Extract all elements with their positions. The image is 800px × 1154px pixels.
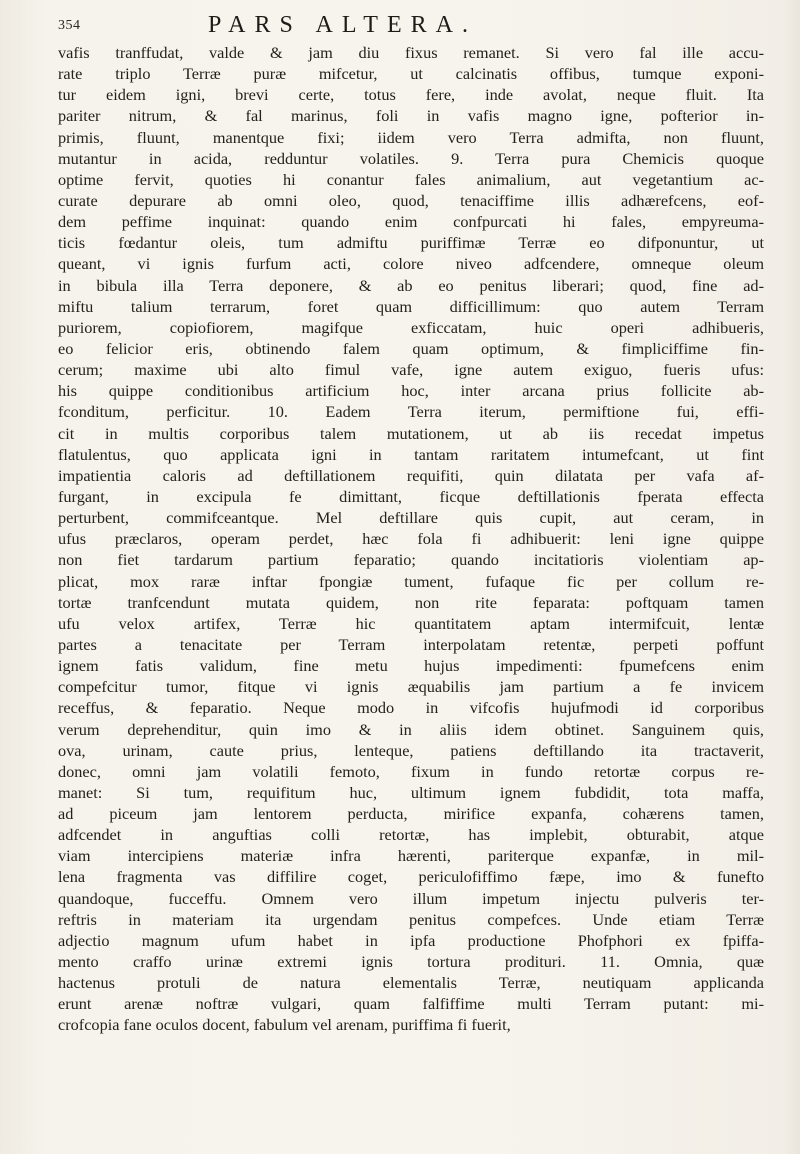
text-line: curate depurare ab omni oleo, quod, tenaciffime illis adhærefcens, eof- (58, 190, 764, 210)
text-line: mento craffo urinæ extremi ignis tortura proditurі. 11. Omnia, quæ (58, 952, 764, 972)
text-line: quandoque, fucceffu. Omnem vero illum impetum injectu pulveris ter- (58, 888, 764, 908)
text-line: tortæ tranfcendunt mutata quidem, non rite feparata: poftquam tamen (58, 592, 764, 612)
page-edge-shadow (782, 0, 800, 1154)
text-line: viam intercipiens materiæ infra hærenti, pariterque expanfæ, in mil- (58, 846, 764, 866)
text-line: puriorem, copiofiorem, magifque exficcatam, huic operi adhibueris, (58, 317, 764, 337)
text-line: miftu talium terrarum, foret quam difficillimum: quo autem Terram (58, 296, 764, 316)
page-number: 354 (58, 18, 81, 33)
text-line: ufu velox artifex, Terræ hic quantitatem aptam intermifcuit, lentæ (58, 613, 764, 633)
text-line: manet: Si tum, requifitum huc, ultimum ignem fubdidit, tota maffa, (58, 782, 764, 802)
text-line: mutantur in acida, redduntur volatiles. 9. Terra pura Chemicis quoque (58, 148, 764, 168)
text-line: queant, vi ignis furfum acti, colore niveo adfcendere, omneque oleum (58, 254, 764, 274)
text-line: hactenus protuli de natura elementalis Terræ, neutiquam applicanda (58, 973, 764, 993)
text-line: cit in multis corporibus talem mutationem, ut ab iis recedat impetus (58, 423, 764, 443)
text-line: reftris in materiam ita urgendam penitus compefces. Unde etiam Terræ (58, 909, 764, 929)
text-line: lena fragmenta vas diffilire coget, periculofiffimo fæpe, imo & funefto (58, 867, 764, 887)
text-line: compefcitur tumor, fitque vi ignis æquabilis jam partium a fe invicem (58, 677, 764, 697)
text-line: impatientia caloris ad deftillationem requifiti, quin dilatata per vafa af- (58, 465, 764, 485)
text-line: plicat, mox raræ inftar fpongiæ tument, fufaque fic per collum re- (58, 571, 764, 591)
page-header (58, 12, 758, 42)
text-line: ad piceum jam lentorem perducta, mirifice expanfa, cohærens tamen, (58, 804, 764, 824)
text-line: pariter nitrum, & fal marinus, foli in vafis magno igne, pofterior in- (58, 106, 764, 126)
text-line: perturbent, commifceantque. Mel deftillare quis cupit, aut ceram, in (58, 508, 764, 528)
text-line: partes a tenacitate per Terram interpolatam retentæ, perpeti poffunt (58, 634, 764, 654)
text-line: in bibula illa Terra deponere, & ab eo penitus liberari; quod, fine ad- (58, 275, 764, 295)
text-line: crofcopia fane oculos docent, fabulum vel arenam, puriffima fi fuerit, (58, 1015, 511, 1035)
text-line: vafis tranffudat, valde & jam diu fixus remanet. Si vero fal ille accu- (58, 43, 764, 62)
text-line: receffus, & feparatio. Neque modo in vifcofis hujufmodi id corporibus (58, 698, 764, 718)
text-line: rate triplo Terræ puræ mifcetur, ut calcinatis offibus, tumque exponi- (58, 64, 764, 84)
text-line: verum deprehenditur, quin imo & in aliis idem obtinet. Sanguinem quis, (58, 719, 764, 739)
body-text (58, 42, 764, 1036)
text-line: primis, fluunt, manentque fixi; iidem vero Terra admifta, non fluunt, (58, 127, 764, 147)
text-line: eo felicior eris, obtinendo falem quam optimum, & fimpliciffime fin- (58, 338, 764, 358)
text-line: cerum; maxime ubi alto fimul vafe, igne autem exiguo, fueris ufus: (58, 360, 764, 380)
text-line: ignem fatis validum, fine metu hujus impedimenti: fpumefcens enim (58, 656, 764, 676)
text-line: fconditum, perficitur. 10. Eadem Terra iterum, permiftione fui, effi- (58, 402, 764, 422)
text-line: non fiet tardarum partium feparatio; quando incitatioris violentiam ap- (58, 550, 764, 570)
text-line: ticis fœdantur oleis, tum admiftu puriffimæ Terræ eo difponuntur, ut (58, 233, 764, 253)
text-line: ufus præclaros, operam perdet, hæc fola fi adhibuerit: leni igne quippe (58, 529, 764, 549)
text-line: ova, urinam, caute prius, lenteque, patiens deftillando ita tractaverit, (58, 740, 764, 760)
text-line: tur eidem igni, brevi certe, totus fere, inde avolat, neque fluit. Ita (58, 85, 764, 105)
text-line: his quippe conditionibus artificium hoc, inter arcana prius follicite ab- (58, 381, 764, 401)
text-line: furgant, in excipula fe dimittant, ficque deftillationis fperata effecta (58, 486, 764, 506)
text-line: erunt arenæ noftræ vulgari, quam falfiffime multi Terram putant: mi- (58, 994, 764, 1014)
text-line: dem peffime inquinat: quando enim confpurcati hi fales, empyreuma- (58, 212, 764, 232)
text-line: optime fervit, quoties hi conantur fales animalium, aut vegetantium ac- (58, 169, 764, 189)
running-title: PARS ALTERA. (208, 12, 477, 38)
text-line: flatulentus, quo applicata igni in tantam raritatem intumefcant, ut fint (58, 444, 764, 464)
text-line: adfcendet in anguftias colli retortæ, has implebit, obturabit, atque (58, 825, 764, 845)
text-line: adjectio magnum ufum habet in ipfa productione Phofphori ex fpiffa- (58, 930, 764, 950)
text-line: donec, omni jam volatili femoto, fixum in fundo retortæ corpus re- (58, 761, 764, 781)
